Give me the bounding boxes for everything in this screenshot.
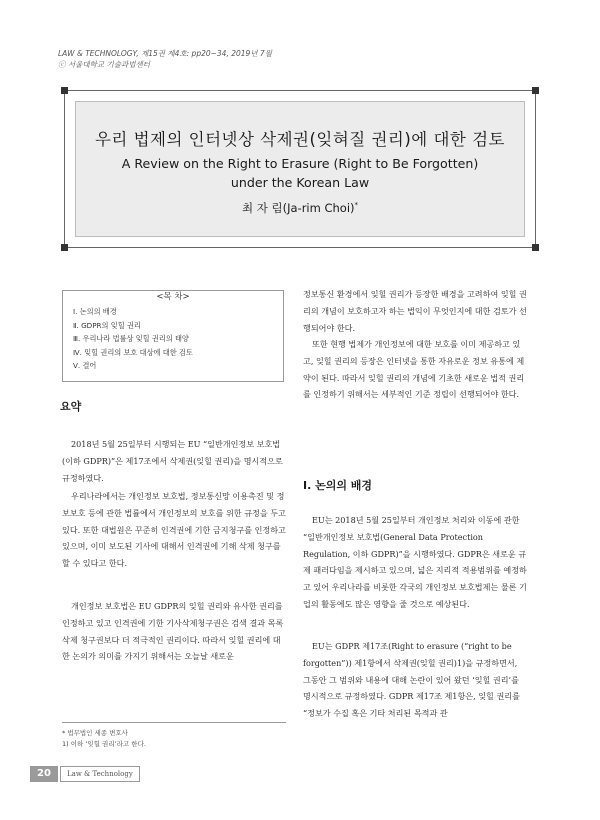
english-title xyxy=(76,154,524,192)
toc-heading: <목 차> xyxy=(151,292,194,302)
journal-citation xyxy=(58,48,272,70)
corner-mark xyxy=(532,87,539,94)
title-panel xyxy=(75,101,525,237)
footnotes xyxy=(62,722,286,750)
summary-paragraph: 우리나라에서는 개인정보 보호법, 정보통신망 이용촉진 및 정보보호 등에 관한 법률에서 개인정보의 보호를 위한 규정을 두고 있다. 또한 대법원은 꾸준히 인격권에 기한 금지청구를 인정하고 있으며, 이미 보도된 기사에 대해서 인격권에 기해 삭제 청구를 할 수 있다고 한다. xyxy=(62,491,286,569)
toc-item: Ⅳ. 잊힐 권리의 보호 대상에 대한 검토 xyxy=(73,347,193,357)
corner-mark xyxy=(61,244,68,251)
summary-heading: 요약 xyxy=(60,400,82,413)
summary-paragraph: 2018년 5월 25일부터 시행되는 EU “일반개인정보 보호법(이하 GDPR)”은 제17조에서 삭제권(잊힐 권리)을 명시적으로 규정하였다. xyxy=(62,439,283,483)
body-paragraph: EU는 2018년 5월 25일부터 개인정보 처리와 이동에 관한 “일반개인정보 보호법(General Data Protection Regulation, 이하 GDPR)”을 시행하였다. GDPR은 새로운 규제 패러다임을 제시하고 있으며, 넓은 지리적 적용범위를 예정하고 있어 우리나라를 비롯한 각국의 개인정보 보호법제는 물론 기업의 활동에도 많은 영향을 줄 것으로 예상된다. xyxy=(303,515,527,609)
body-paragraph: 정보통신 환경에서 잊힐 권리가 등장한 배경을 고려하여 잊힐 권리의 개념이 보호하고자 하는 법익이 무엇인지에 대한 검토가 선행되어야 한다. xyxy=(303,289,527,333)
title-box xyxy=(64,90,536,248)
copyright-line: ⓒ 서울대학교 기술과법센터 xyxy=(58,60,150,69)
footnote: * 법무법인 세종 변호사 xyxy=(62,729,128,737)
author-name: 최 자 림(Ja-rim Choi) xyxy=(241,201,355,215)
footnote: 1) 이하 ‘잊힐 권리’라고 한다. xyxy=(62,740,146,748)
toc-item: Ⅴ. 결어 xyxy=(73,361,97,371)
english-title-line-2: under the Korean Law xyxy=(230,175,370,190)
author-footnote-mark: * xyxy=(354,201,359,210)
summary-paragraph: 개인정보 보호법은 EU GDPR의 잊힐 권리와 유사한 권리를 인정하고 있고 인격권에 기한 기사삭제청구권은 검색 결과 목록 삭제 청구권보다 더 적극적인 권리이다. 따라서 잊힐 권리에 대한 논의가 의미를 가지기 위해서는 오늘날 새로운 xyxy=(62,601,284,662)
footer-journal-name: Law & Technology xyxy=(60,766,140,782)
body-paragraph: EU는 GDPR 제17조(Right to erasure (“right to be forgotten”)) 제1항에서 삭제권(잊힐 권리)1)을 규정하면서, 그동안 그 범위와 내용에 대해 논란이 있어 왔던 ‘잊힐 권리’를 명시적으로 규정하였다. GDPR 제17조 제1항은, 잊힐 권리를 “정보가 수집 혹은 기타 처리된 목적과 관 xyxy=(303,641,520,719)
author xyxy=(76,200,524,216)
toc-item: Ⅰ. 논의의 배경 xyxy=(73,307,117,316)
page-number: 20 xyxy=(30,766,58,782)
toc-item: Ⅱ. GDPR의 잊힐 권리 xyxy=(73,320,141,330)
corner-mark xyxy=(61,87,68,94)
table-of-contents xyxy=(62,290,284,382)
toc-item: Ⅲ. 우리나라 법률상 잊힐 권리의 태양 xyxy=(73,334,189,344)
journal-line: LAW & TECHNOLOGY, 제15권 제4호: pp20~34, 2019년 7월 xyxy=(58,49,272,58)
body-paragraph: 또한 현행 법제가 개인정보에 대한 보호를 이미 제공하고 있고, 잊힐 권리의 등장은 인터넷을 통한 자유로운 정보 유통에 제약이 된다. 따라서 잊힐 권리의 개념에 기초한 새로운 법적 권리를 인정하기 위해서는 세부적인 기준 정립이 선행되어야 한다. xyxy=(303,339,525,400)
english-title-line-1: A Review on the Right to Erasure (Right to Be Forgotten) xyxy=(121,156,479,171)
corner-mark xyxy=(532,244,539,251)
korean-title: 우리 법제의 인터넷상 삭제권(잊혀질 권리)에 대한 검토 xyxy=(94,130,505,149)
section-heading: Ⅰ. 논의의 배경 xyxy=(303,479,373,492)
toc-list xyxy=(73,305,193,373)
